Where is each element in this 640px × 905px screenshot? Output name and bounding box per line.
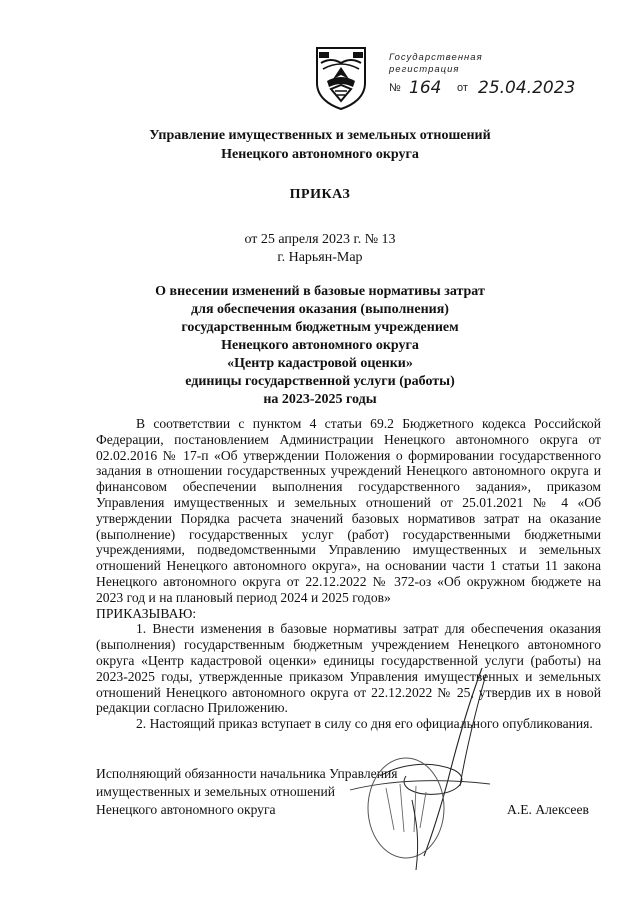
order-word: ПРИКАЗЫВАЮ:	[96, 605, 197, 621]
order-item-2: 2. Настоящий приказ вступает в силу со дня его официального опубликования.	[136, 716, 593, 732]
preamble-paragraph: В соответствии с пунктом 4 статьи 69.2 Бюджетного кодекса Российской Федерации, постановлением Администрации Ненецкого автономного округа от 02.02.2016 № 17-п «Об утверждении Положения о формировании государственного задания в отношении государственных учреждений Ненецкого автономного округа и финансовом обеспечении выполнения государственного задания», приказом Управления имущественных и земельных отношений от 25.01.2021 № 4 «Об утверждении Порядка расчета значений базовых нормативов затрат на оказание (выполнение) государственных услуг (работ) государственными бюджетными учреждениями, подведомственными Управлению имущественных и земельных отношений Ненецкого автономного округа», на основании части 1 статьи 11 закона Ненецкого автономного округа от 22.12.2022 № 372-оз «Об окружном бюджете на 2023 год и на плановый период 2024 и 2025 годов»	[96, 416, 601, 605]
title-line: для обеспечения оказания (выполнения)	[191, 302, 449, 317]
coat-of-arms-emblem	[313, 45, 369, 111]
signer-position-line-2: имущественных и земельных отношений	[96, 784, 335, 799]
order-item-1: 1. Внести изменения в базовые нормативы затрат для обеспечения оказания (выполнения) государственным бюджетным учреждением Ненецкого автономного округа «Центр кадастровой оценки» единицы государственной услуги (работы) на 2023-2025 годы, утвержденные приказом Управления имущественных и земельных отношений Ненецкого автономного округа от 22.12.2022 № 25, утвердив их в новой редакции согласно Приложению.	[96, 621, 601, 716]
registration-label-1: Государственная	[389, 52, 483, 63]
order-city: г. Нарьян-Мар	[277, 250, 363, 265]
signer-position-line-1: Исполняющий обязанности начальника Управления	[96, 766, 398, 781]
title-line: единицы государственной услуги (работы)	[185, 374, 455, 389]
org-name-line-1: Управление имущественных и земельных отношений	[149, 128, 491, 143]
signer-position-line-3: Ненецкого автономного округа	[96, 802, 276, 817]
org-name-line-2: Ненецкого автономного округа	[221, 147, 419, 162]
title-line: на 2023-2025 годы	[263, 392, 377, 407]
order-date-number: от 25 апреля 2023 г. № 13	[244, 232, 396, 247]
title-line: О внесении изменений в базовые нормативы затрат	[155, 284, 485, 299]
title-line: Ненецкого автономного округа	[221, 338, 419, 353]
handwritten-signature	[320, 660, 520, 880]
registration-number-prefix: №	[389, 82, 401, 94]
registration-number: 164	[409, 78, 442, 98]
document-type: ПРИКАЗ	[289, 187, 351, 202]
title-line: государственным бюджетным учреждением	[181, 320, 459, 335]
title-line: «Центр кадастровой оценки»	[227, 356, 413, 371]
registration-date-prefix: от	[457, 82, 468, 94]
signer-name: А.Е. Алексеев	[507, 802, 589, 817]
registration-label-2: регистрация	[389, 64, 460, 75]
registration-date: 25.04.2023	[478, 78, 576, 98]
